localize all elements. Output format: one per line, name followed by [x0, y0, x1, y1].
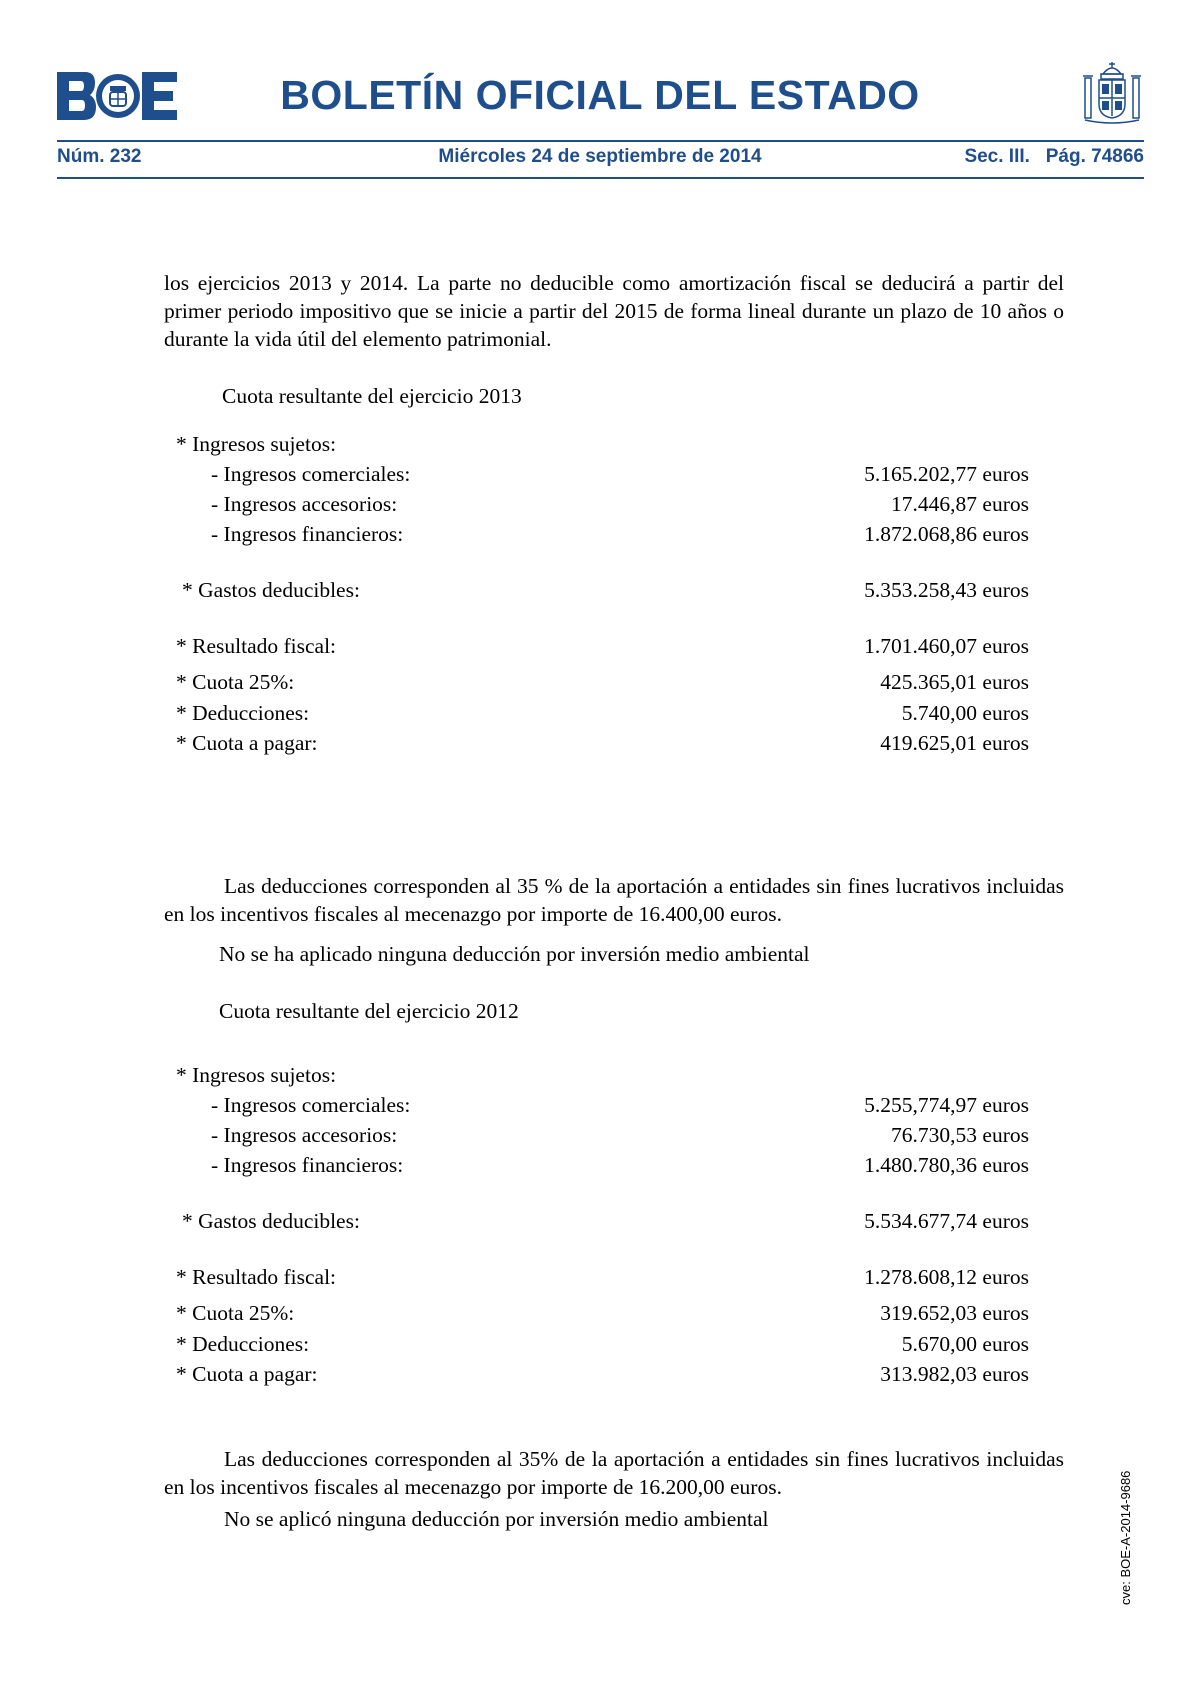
coat-of-arms — [1081, 60, 1143, 128]
value-comerciales-2013: 5.165.202,77 euros — [864, 462, 1029, 486]
page-title: BOLETÍN OFICIAL DEL ESTADO — [280, 72, 920, 118]
label-deducciones-2012: * Deducciones: — [176, 1332, 310, 1356]
label-financieros-2013: - Ingresos financieros: — [211, 522, 404, 546]
label-cuota-2012: * Cuota 25%: — [176, 1301, 295, 1325]
value-accesorios-2012: 76.730,53 euros — [891, 1123, 1029, 1147]
value-comerciales-2012: 5.255,774,97 euros — [864, 1093, 1029, 1117]
label-financieros-2012: - Ingresos financieros: — [211, 1153, 404, 1177]
coat-of-arms-icon — [1081, 60, 1143, 128]
label-cuota-2013: * Cuota 25%: — [176, 670, 295, 694]
issue-date: Miércoles 24 de septiembre de 2014 — [438, 146, 762, 167]
heading-2013: Cuota resultante del ejercicio 2013 — [222, 384, 522, 408]
label-deducciones-2013: * Deducciones: — [176, 701, 310, 725]
value-accesorios-2013: 17.446,87 euros — [891, 492, 1029, 516]
value-financieros-2013: 1.872.068,86 euros — [864, 522, 1029, 546]
value-cuota-2012: 319.652,03 euros — [880, 1301, 1029, 1325]
value-deducciones-2012: 5.670,00 euros — [901, 1332, 1029, 1356]
intro-paragraph: los ejercicios 2013 y 2014. La parte no deducible como amortización fiscal se deducirá a partir del primer periodo impositivo que se inicie a partir del 2015 de forma lineal durante un plazo de 10 años o durante la vida útil del elemento patrimonial. — [164, 271, 1064, 351]
label-gastos-2013: * Gastos deducibles: — [182, 578, 360, 602]
note-line-2012: No se aplicó ninguna deducción por inversión medio ambiental — [224, 1507, 769, 1531]
note-paragraph-2012: Las deducciones corresponden al 35% de la aportación a entidades sin fines lucrativos incluidas en los incentivos fiscales al mecenazgo por importe de 16.200,00 euros. — [164, 1447, 1064, 1499]
value-financieros-2012: 1.480.780,36 euros — [864, 1153, 1029, 1177]
label-accesorios-2013: - Ingresos accesorios: — [211, 492, 398, 516]
boe-logo — [57, 72, 177, 120]
note-line-2013: No se ha aplicado ninguna deducción por inversión medio ambiental — [219, 942, 810, 966]
label-pagar-2013: * Cuota a pagar: — [176, 731, 318, 755]
note-paragraph-2013: Las deducciones corresponden al 35 % de la aportación a entidades sin fines lucrativos incluidas en los incentivos fiscales al mecenazgo por importe de 16.400,00 euros. — [164, 874, 1064, 926]
value-cuota-2013: 425.365,01 euros — [880, 670, 1029, 694]
header-rule-bottom — [57, 177, 1144, 179]
boe-logo-icon — [57, 72, 177, 120]
label-ingresos-2012: * Ingresos sujetos: — [176, 1063, 337, 1087]
label-accesorios-2012: - Ingresos accesorios: — [211, 1123, 398, 1147]
value-deducciones-2013: 5.740,00 euros — [901, 701, 1029, 725]
value-gastos-2012: 5.534.677,74 euros — [864, 1209, 1029, 1233]
section-page: Sec. III. Pág. 74866 — [964, 146, 1144, 167]
value-gastos-2013: 5.353.258,43 euros — [864, 578, 1029, 602]
issue-number: Núm. 232 — [57, 146, 142, 167]
value-pagar-2012: 313.982,03 euros — [880, 1362, 1029, 1386]
label-comerciales-2013: - Ingresos comerciales: — [211, 462, 411, 486]
value-resultado-2013: 1.701.460,07 euros — [864, 634, 1029, 658]
label-pagar-2012: * Cuota a pagar: — [176, 1362, 318, 1386]
label-gastos-2012: * Gastos deducibles: — [182, 1209, 360, 1233]
label-resultado-2012: * Resultado fiscal: — [176, 1265, 337, 1289]
cve-identifier: cve: BOE-A-2014-9686 — [1118, 1470, 1133, 1605]
heading-2012: Cuota resultante del ejercicio 2012 — [219, 999, 519, 1023]
label-ingresos-2013: * Ingresos sujetos: — [176, 432, 337, 456]
label-resultado-2013: * Resultado fiscal: — [176, 634, 337, 658]
value-resultado-2012: 1.278.608,12 euros — [864, 1265, 1029, 1289]
header-rule-top — [57, 140, 1144, 142]
value-pagar-2013: 419.625,01 euros — [880, 731, 1029, 755]
label-comerciales-2012: - Ingresos comerciales: — [211, 1093, 411, 1117]
